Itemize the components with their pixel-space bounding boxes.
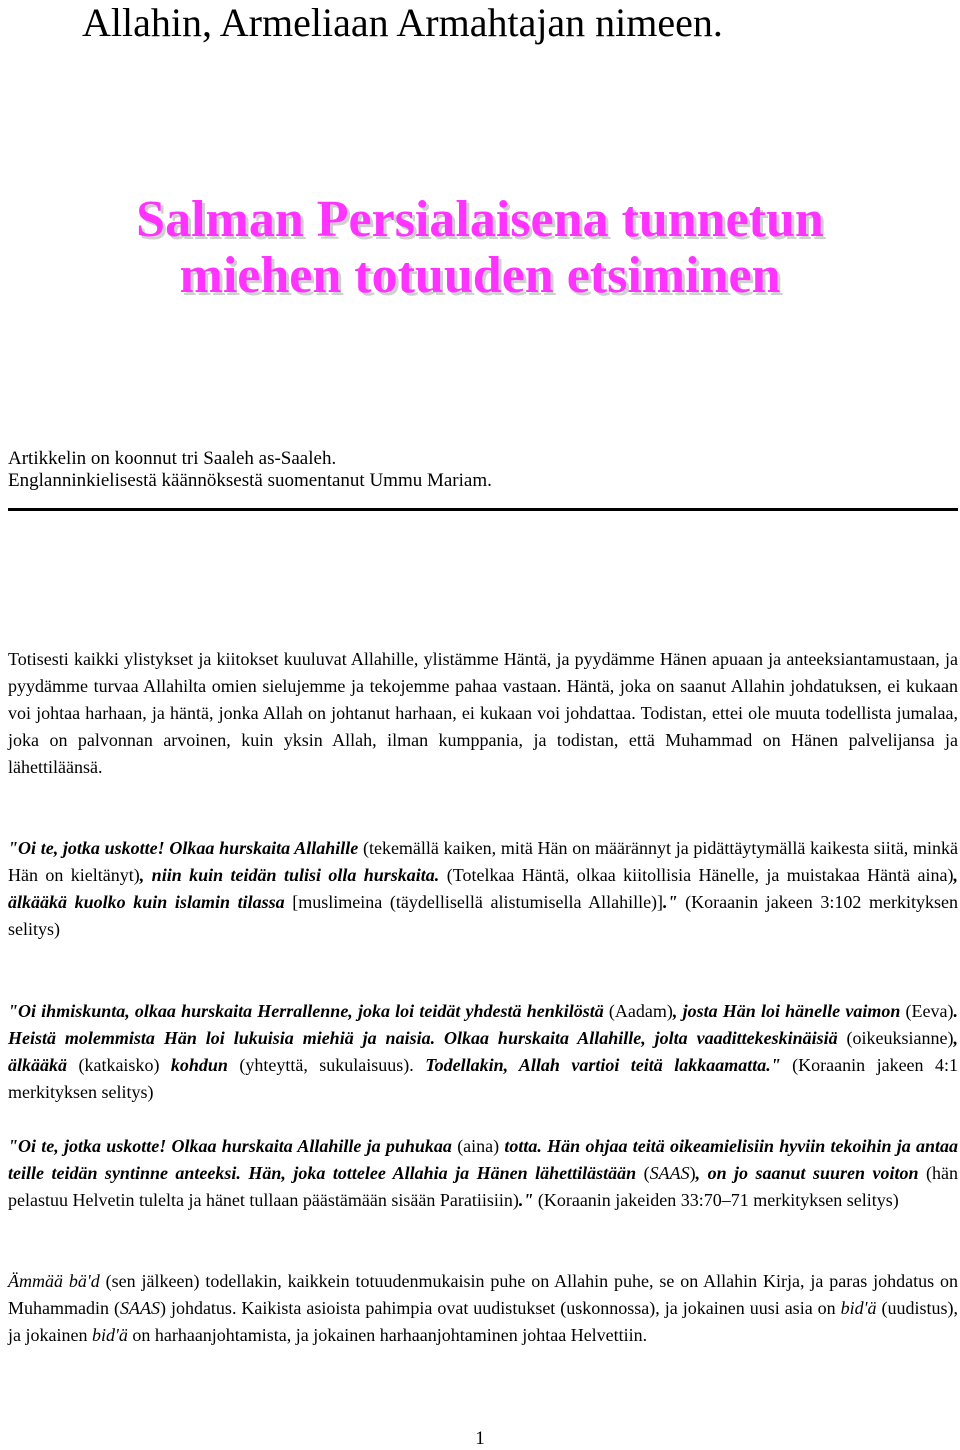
- paragraph-quran-33-70-71: [8, 1133, 958, 1214]
- quote-bold: , niin kuin teidän tulisi olla hurskaita.: [139, 865, 440, 885]
- paragraph-amma-bad: [8, 1268, 958, 1349]
- explanation: (tekemällä kaiken, mitä Hän on määrännyt ja pidättäytymällä kaikesta siitä, minkä Hän on kieltänyt): [8, 838, 959, 885]
- reference: (Koraanin jakeiden 33:70–71 merkityksen selitys): [533, 1190, 899, 1210]
- paragraph-introduction: [8, 646, 958, 781]
- quote-bold: .": [518, 1190, 534, 1210]
- author-line: Artikkelin on koonnut tri Saaleh as-Saaleh.: [8, 448, 337, 469]
- quote-bold: .": [663, 892, 678, 912]
- page-number: 1: [475, 1428, 485, 1449]
- arabic-term: Ämmää bä'd: [8, 1271, 100, 1291]
- explanation: (Aadam): [603, 1001, 673, 1021]
- page-title: [0, 192, 960, 304]
- explanation: (oikeuksianne): [837, 1028, 954, 1048]
- paragraph-quran-3-102: [8, 835, 958, 943]
- reference: (Koraanin jakeen 4:1 merkityksen selitys): [8, 1055, 958, 1102]
- quote-bold: totta. Hän ohjaa teitä oikeamielisiin hyviin tekoihin ja antaa teille teidän syntinne anteeksi. Hän, joka tottelee Allahia ja Hänen lähettilästään: [8, 1136, 958, 1183]
- title-line-1: Salman Persialaisena tunnetun: [136, 191, 824, 248]
- quote-bold: "Oi te, jotka uskotte! Olkaa hurskaita Allahille: [8, 838, 359, 858]
- arabic-term: bid'ä: [840, 1298, 877, 1318]
- quote-bold: "Oi ihmiskunta, olkaa hurskaita Herrallenne, joka loi teidät yhdestä henkilöstä: [8, 1001, 604, 1021]
- paragraph-text: (uudistus), ja jokainen: [8, 1298, 958, 1345]
- abbreviation: SAAS: [649, 1163, 690, 1183]
- explanation: [muslimeina (täydellisellä alistumisella Allahille)]: [284, 892, 664, 912]
- explanation: (aina): [451, 1136, 505, 1156]
- explanation: ): [689, 1163, 696, 1183]
- quote-bold: kohdun: [170, 1055, 228, 1075]
- reference: (Koraanin jakeen 3:102 merkityksen selitys): [8, 892, 958, 939]
- title-line-2: miehen totuuden etsiminen: [179, 247, 781, 304]
- explanation: (katkaisko): [67, 1055, 171, 1075]
- quote-bold: . Heistä molemmista Hän loi lukuisia miehiä ja naisia. Olkaa hurskaita Allahille, jolta vaadittekeskinäisiä: [8, 1001, 958, 1048]
- explanation: (Eeva): [900, 1001, 954, 1021]
- abbreviation: SAAS: [119, 1298, 160, 1318]
- quote-bold: , on jo saanut suuren voiton: [695, 1163, 919, 1183]
- paragraph-text: on harhaanjohtamista, ja jokainen harhaanjohtaminen johtaa Helvettiin.: [127, 1325, 648, 1345]
- quote-bold: Todellakin, Allah vartioi teitä lakkaamatta.": [425, 1055, 781, 1075]
- paragraph-text: Totisesti kaikki ylistykset ja kiitokset kuuluvat Allahille, ylistämme Häntä, ja pyydämme Hänen apuaan ja anteeksiantamustaan, ja pyydämme turvaa Allahilta omien sielujemme ja tekojemme pahaa vastaan. Häntä, joka on saanut Allahin johdatuksen, ei kukaan voi johtaa harhaan, ja häntä, jonka Allah on johtanut harhaan, ei kukaan voi johdattaa. Todistan, ettei ole muuta todellista jumalaa, joka on palvonnan arvoinen, kuin yksin Allah, ilman kumppania, ja todistan, että Muhammad on Hänen palvelijansa ja lähettiläänsä.: [8, 649, 958, 777]
- explanation: (yhteyttä, sukulaisuus).: [227, 1055, 426, 1075]
- explanation: (: [636, 1163, 650, 1183]
- horizontal-rule: [8, 508, 958, 511]
- quote-bold: , älkääkä: [8, 1028, 959, 1075]
- arabic-term: bid'ä: [91, 1325, 128, 1345]
- explanation: (hän pelastuu Helvetin tulelta ja hänet tullaan päästämään sisään Paratiisiin): [8, 1163, 959, 1210]
- paragraph-text: (sen jälkeen) todellakin, kaikkein totuudenmukaisin puhe on Allahin puhe, se on Allahin Kirja, ja paras johdatus on Muhammadin (: [8, 1271, 959, 1318]
- quote-bold: , älkääkä kuolko kuin islamin tilassa: [8, 865, 958, 912]
- translator-line: Englanninkielisestä käännöksestä suomentanut Ummu Mariam.: [8, 470, 492, 491]
- quote-bold: , josta Hän loi hänelle vaimon: [672, 1001, 901, 1021]
- quote-bold: "Oi te, jotka uskotte! Olkaa hurskaita Allahille ja puhukaa: [8, 1136, 452, 1156]
- basmala-heading: Allahin, Armeliaan Armahtajan nimeen.: [82, 0, 723, 45]
- paragraph-text: ) johdatus. Kaikista asioista pahimpia ovat uudistukset (uskonnossa), ja jokainen uusi asia on: [159, 1298, 841, 1318]
- explanation: (Totelkaa Häntä, olkaa kiitollisia Hänelle, ja muistakaa Häntä aina): [439, 865, 954, 885]
- paragraph-quran-4-1: [8, 998, 958, 1106]
- byline: [8, 448, 492, 492]
